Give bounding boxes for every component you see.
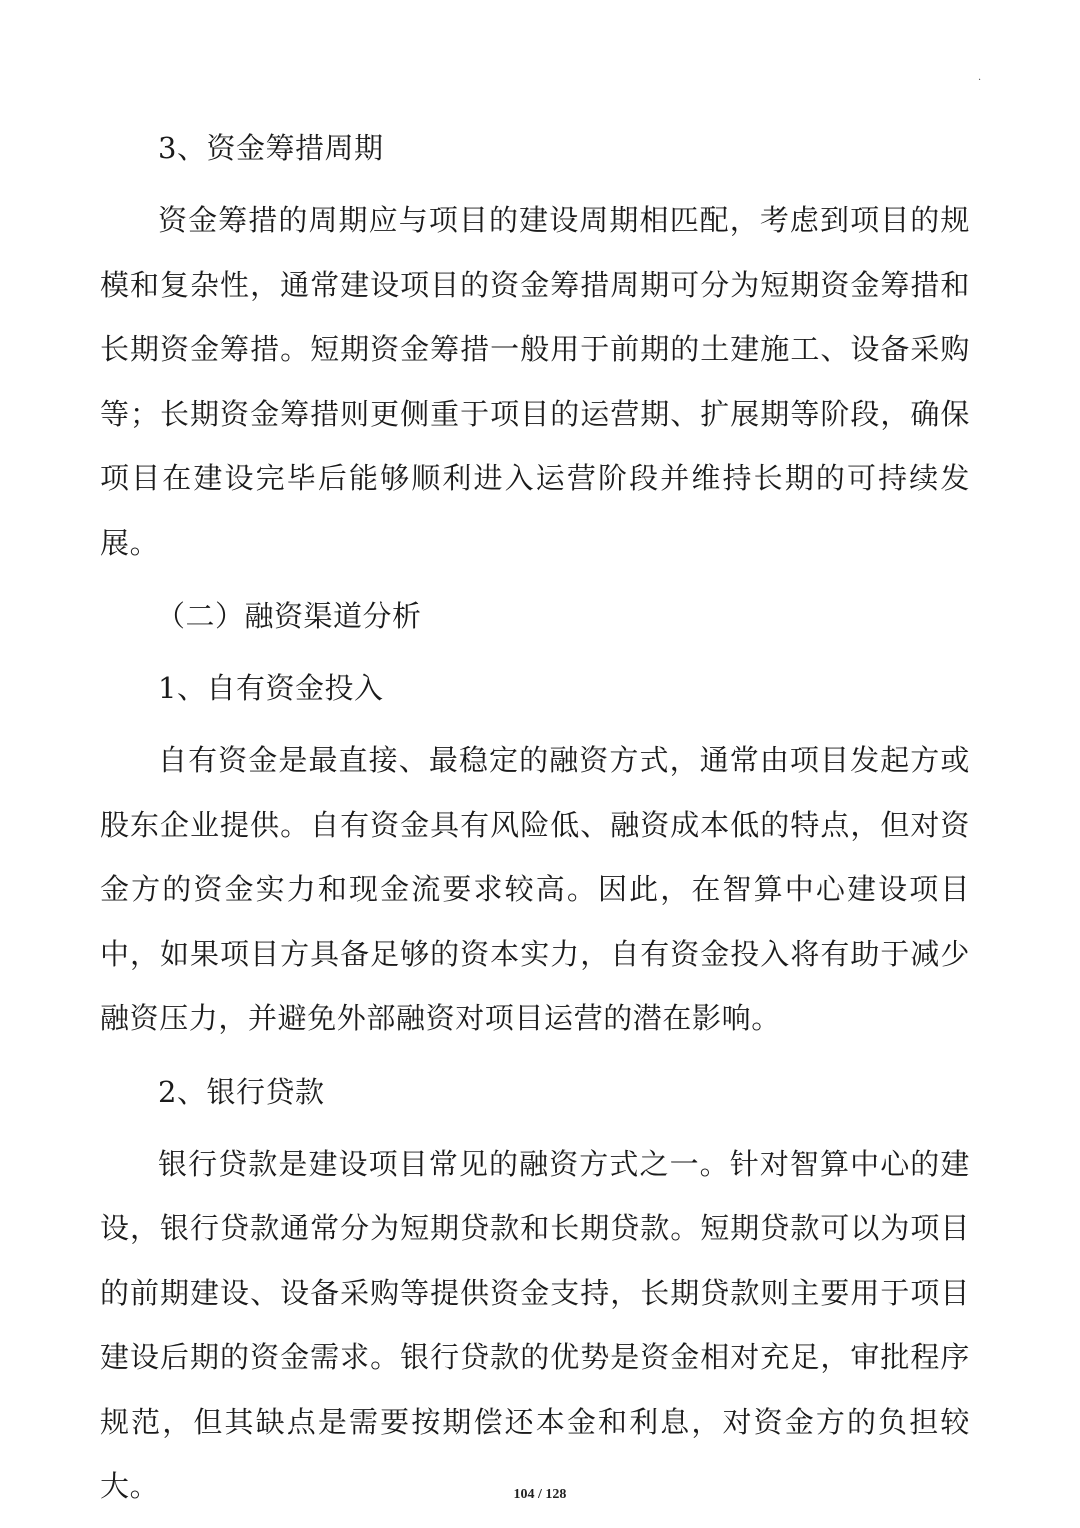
page-content: [100, 116, 970, 1528]
section-heading-bank-loans: 2、银行贷款: [158, 1074, 325, 1109]
section-heading-funding-cycle: 3、资金筹措周期: [158, 131, 384, 165]
section-heading-own-funds: 1、自有资金投入: [158, 671, 384, 705]
section-heading-financing-channels: （二）融资渠道分析: [156, 599, 422, 633]
paragraph-own-funds: 自有资金是最直接、最稳定的融资方式，通常由项目发起方或股东企业提供。自有资金具有风险低、融资成本低的特点，但对资金方的资金实力和现金流要求较高。因此，在智算中心建设项目中，如果项目方具备足够的资本实力，自有资金投入将有助于减少融资压力，并避免外部融资对项目运营的潜在影响。: [100, 743, 970, 1035]
corner-mark: ·: [978, 75, 982, 86]
paragraph-funding-cycle: 资金筹措的周期应与项目的建设周期相匹配，考虑到项目的规模和复杂性，通常建设项目的资金筹措周期可分为短期资金筹措和长期资金筹措。短期资金筹措一般用于前期的土建施工、设备采购等；长期资金筹措则更侧重于项目的运营期、扩展期等阶段，确保项目在建设完毕后能够顺利进入运营阶段并维持长期的可持续发展。: [100, 203, 970, 560]
paragraph-bank-loans: 银行贷款是建设项目常见的融资方式之一。针对智算中心的建设，银行贷款通常分为短期贷款和长期贷款。短期贷款可以为项目的前期建设、设备采购等提供资金支持，长期贷款则主要用于项目建设后期的资金需求。银行贷款的优势是资金相对充足，审批程序规范，但其缺点是需要按期偿还本金和利息，对资金方的负担较大。: [100, 1146, 970, 1503]
page-number: 104 / 128: [513, 1487, 567, 1502]
